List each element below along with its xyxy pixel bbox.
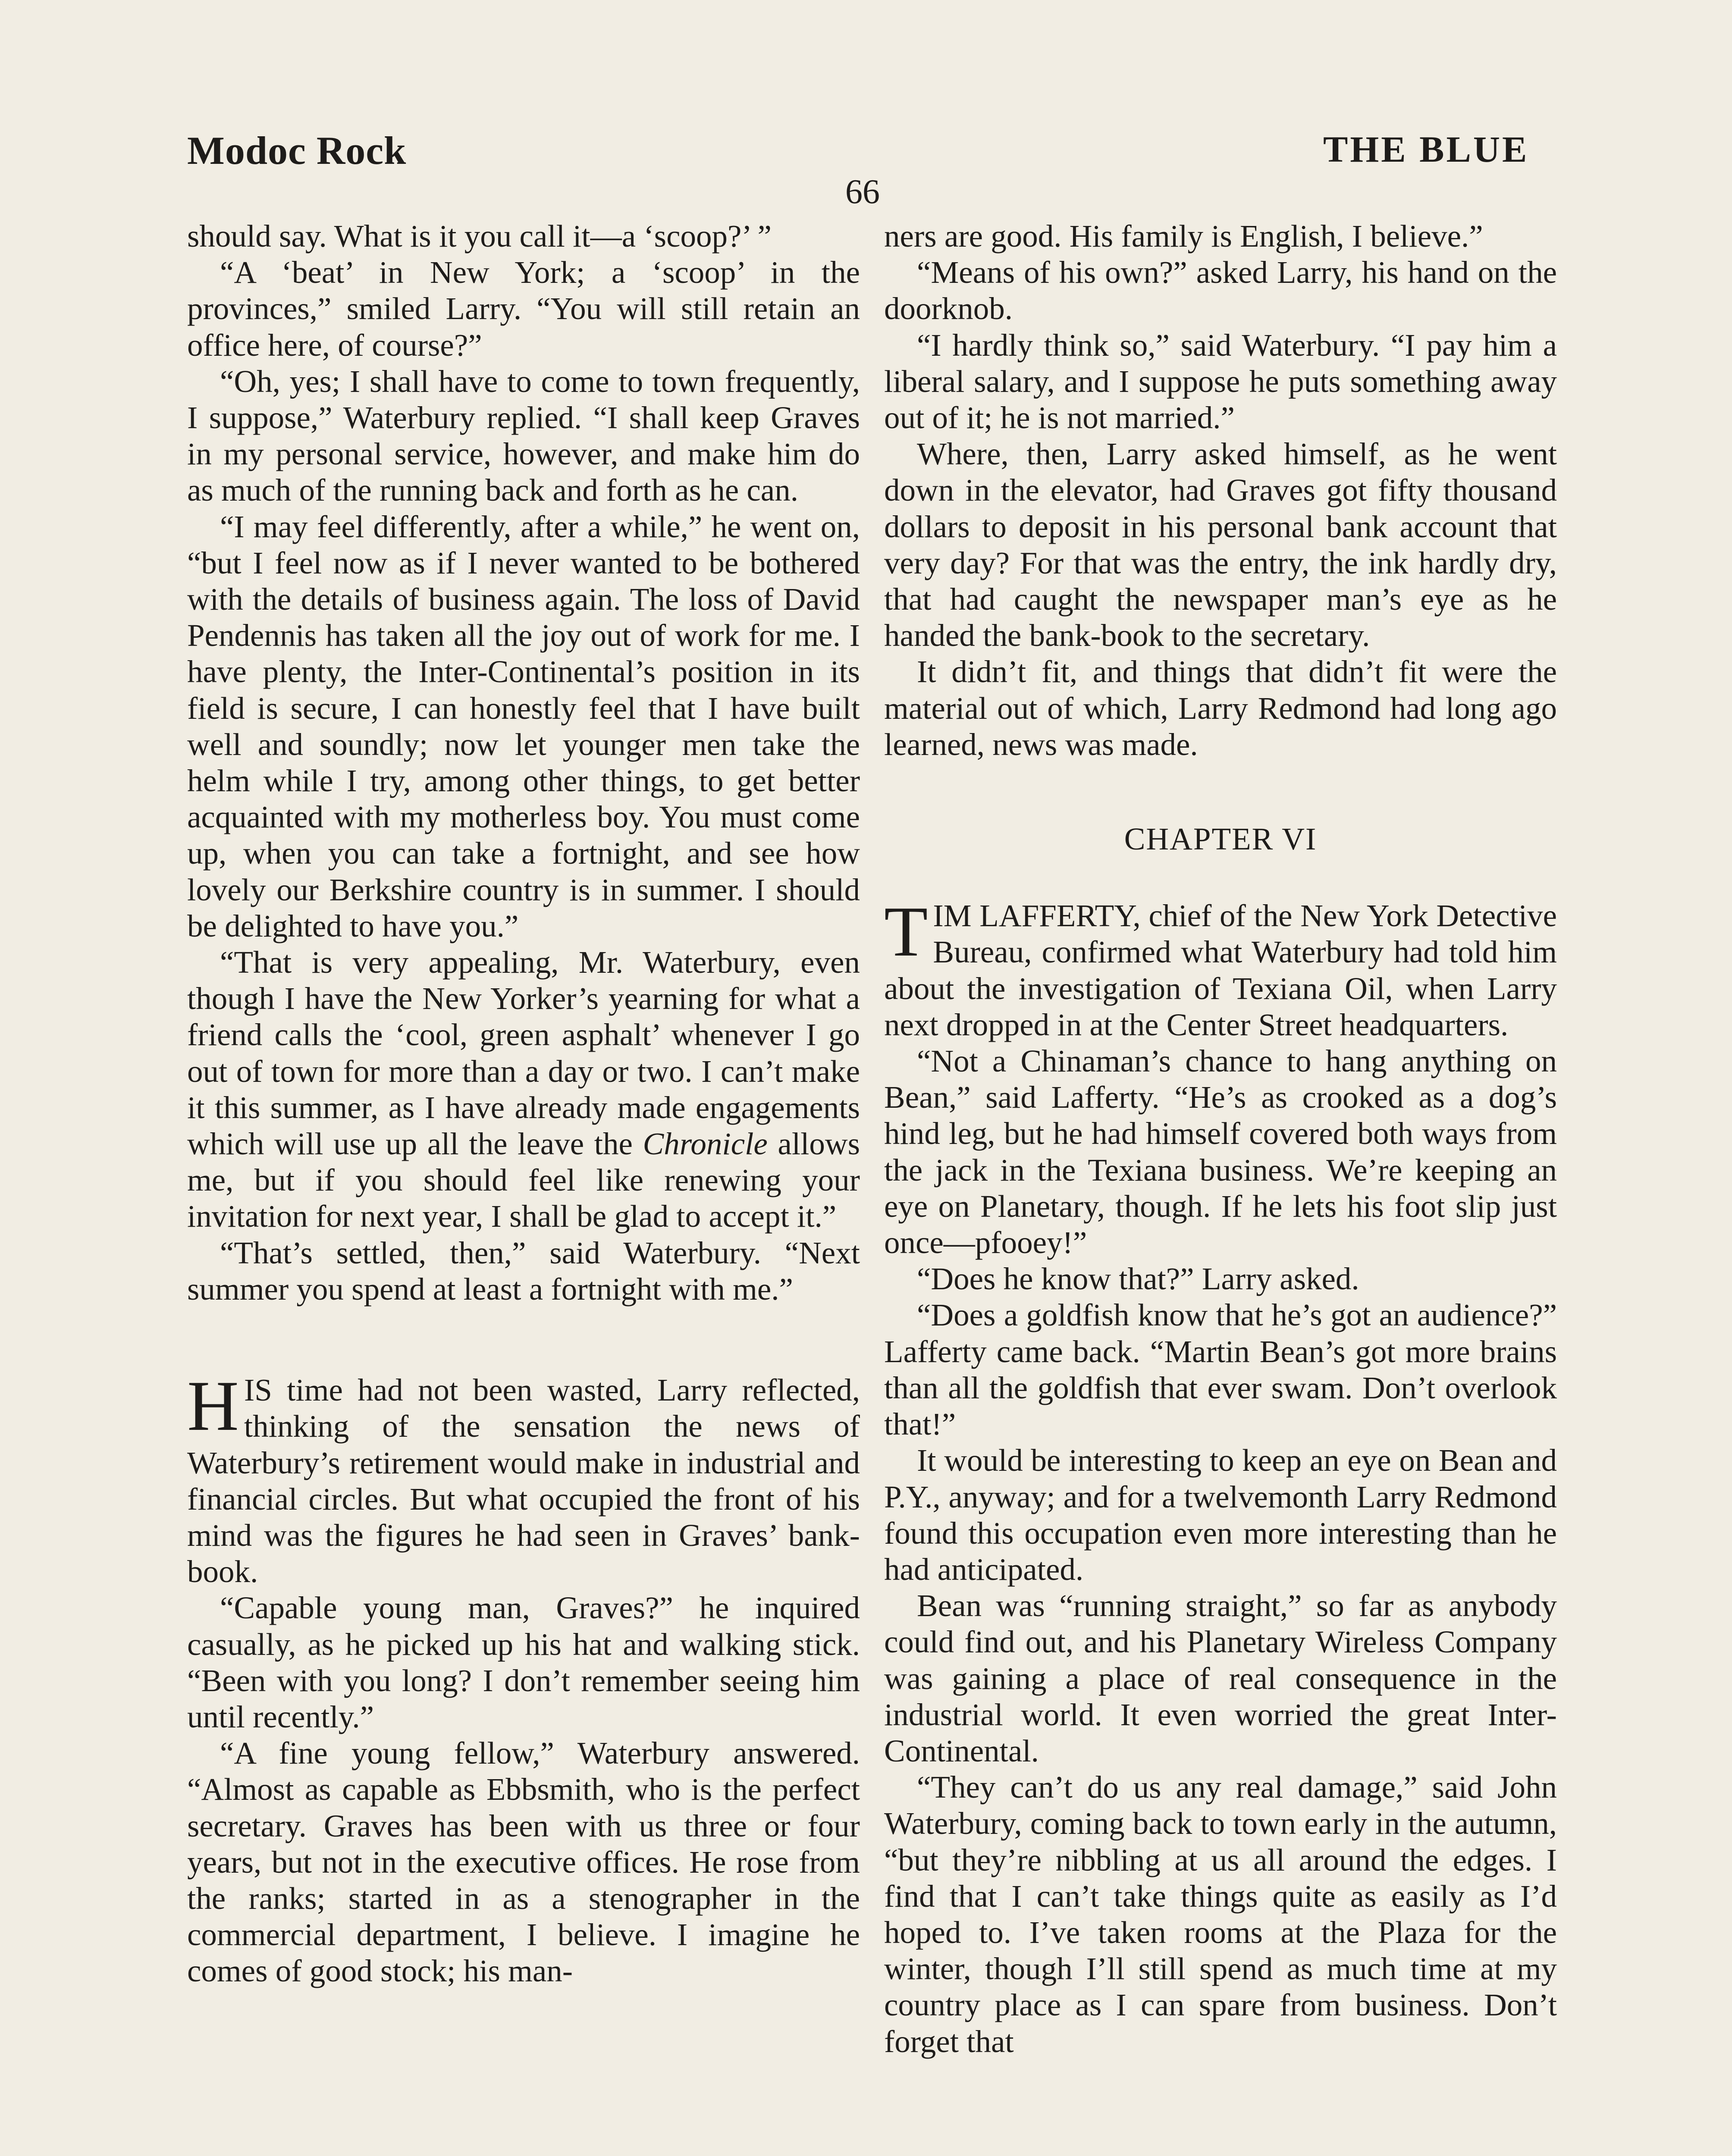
italic-title: Chronicle	[643, 1126, 768, 1162]
paragraph: “They can’t do us any real damage,” said John Waterbury, coming back to town early in the autumn, “but they’re nibbling at us all around the edges. I find that I can’t take things quite as easily as I’d hoped to. I’ve taken rooms at the Plaza for the winter, though I’ll still spend as much time at my country place as I can spare from business. Don’t forget that	[884, 1770, 1557, 2059]
paragraph-text: allows me, but if you should feel like renewing your invitation for next year, I shall be glad to accept it.”	[187, 1126, 860, 1234]
paragraph: should say. What is it you call it—a ‘scoop?’ ”	[187, 219, 772, 254]
paragraph: ners are good. His family is English, I believe.”	[884, 219, 1483, 254]
paragraph: Where, then, Larry asked himself, as he went down in the elevator, had Graves got fifty thousand dollars to deposit in his personal bank account that very day? For that was the entry, the ink hardly dry, that had caught the newspaper man’s eye as he handed the bank-book to the secretary.	[884, 436, 1557, 653]
paragraph: “A fine young fellow,” Waterbury answered. “Almost as capable as Ebbsmith, who is the perfect secretary. Graves has been with us three or four years, but not in the executive offices. He rose from the ranks; started in as a stenographer in the commercial department, I believe. I imagine he comes of good stock; his man-	[187, 1736, 860, 1989]
paragraph: “Does a goldfish know that he’s got an audience?” Lafferty came back. “Martin Bean’s got more brains than all the goldfish that ever swam. Don’t overlook that!”	[884, 1297, 1557, 1442]
paragraph-dropcap	[187, 1366, 860, 1590]
paragraph: It would be interesting to keep an eye on Bean and P.Y., anyway; and for a twelvemonth Larry Redmond found this occupation even more interesting than he had anticipated.	[884, 1443, 1557, 1587]
left-column	[187, 218, 860, 1990]
paragraph: “Oh, yes; I shall have to come to town frequently, I suppose,” Waterbury replied. “I shall keep Graves in my personal service, however, and make him do as much of the running back and forth as he can.	[187, 364, 860, 508]
paragraph-text: IS time had not been wasted, Larry reflected, thinking of the sensation the news of Waterbury’s retirement would make in industrial and financial circles. But what occupied the front of his mind was the figures he had seen in Graves’ bank-book.	[187, 1373, 860, 1589]
paragraph	[187, 944, 860, 1235]
paragraph: “Means of his own?” asked Larry, his hand on the doorknob.	[884, 255, 1557, 326]
paragraph-text: “That is very appealing, Mr. Waterbury, even though I have the New Yorker’s yearning for what a friend calls the ‘cool, green asphalt’ whenever I go out of town for more than a day or two. I can’t make it this summer, as I have already made engagements which will use up all the leave the	[187, 945, 860, 1162]
paragraph: “Not a Chinaman’s chance to hang anything on Bean,” said Lafferty. “He’s as crooked as a dog’s hind leg, but he had himself covered both ways from the jack in the Texiana business. We’re keeping an eye on Planetary, though. If he lets his foot slip just once—pfooey!”	[884, 1044, 1557, 1260]
drop-cap: T	[884, 892, 928, 971]
section-break	[187, 1307, 860, 1372]
chapter-heading: CHAPTER VI	[1124, 821, 1317, 857]
paragraph: “Capable young man, Graves?” he inquired casually, as he picked up his hat and walking stick. “Been with you long? I don’t remember seeing him until recently.”	[187, 1590, 860, 1734]
paragraph: “That’s settled, then,” said Waterbury. “Next summer you spend at least a fortnight with me.”	[187, 1235, 860, 1307]
drop-cap: H	[187, 1366, 239, 1446]
paragraph-text: IM LAFFERTY, chief of the New York Detective Bureau, confirmed what Waterbury had told him about the investigation of Texiana Oil, when Larry next dropped in at the Center Street headquarters.	[884, 898, 1557, 1042]
section-break	[884, 857, 1557, 898]
paragraph: “A ‘beat’ in New York; a ‘scoop’ in the provinces,” smiled Larry. “You will still retain an office here, of course?”	[187, 255, 860, 363]
paragraph: “I may feel differently, after a while,” he went on, “but I feel now as if I never wanted to be bothered with the details of business again. The loss of David Pendennis has taken all the joy out of work for me. I have plenty, the Inter-Continental’s position in its field is secure, I can honestly feel that I have built well and soundly; now let younger men take the helm while I try, among other things, to get better acquainted with my motherless boy. You must come up, when you can take a fortnight, and see how lovely our Berkshire country is in summer. I should be delighted to have you.”	[187, 509, 860, 943]
right-column	[884, 218, 1557, 2060]
section-break	[884, 763, 1557, 821]
running-title-left: Modoc Rock	[187, 128, 407, 172]
page-number: 66	[845, 173, 880, 211]
paragraph-dropcap	[884, 892, 1557, 1043]
paragraph: “I hardly think so,” said Waterbury. “I pay him a liberal salary, and I suppose he puts something away out of it; he is not married.”	[884, 327, 1557, 436]
running-title-right: THE BLUE	[1323, 128, 1529, 170]
paragraph: Bean was “running straight,” so far as anybody could find out, and his Planetary Wireless Company was gaining a place of real consequence in the industrial world. It even worried the great Inter-Continental.	[884, 1588, 1557, 1768]
paragraph: “Does he know that?” Larry asked.	[917, 1261, 1359, 1297]
paragraph: It didn’t fit, and things that didn’t fit were the material out of which, Larry Redmond had long ago learned, news was made.	[884, 654, 1557, 762]
